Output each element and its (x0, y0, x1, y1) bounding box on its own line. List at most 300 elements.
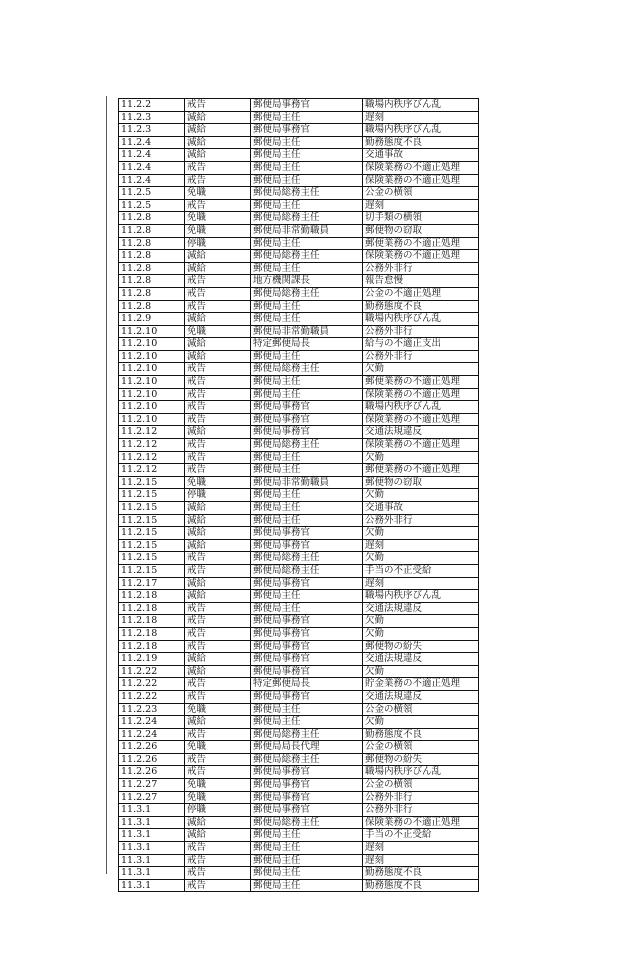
record-date: 11.2.18 (119, 590, 185, 603)
table-row (119, 804, 479, 817)
record-reason: 公金の横領 (363, 187, 479, 200)
table-row (119, 766, 479, 779)
record-penalty: 減給 (185, 338, 251, 351)
record-penalty: 戒告 (185, 867, 251, 880)
table-row (119, 111, 479, 124)
record-penalty: 免職 (185, 187, 251, 200)
record-position: 郵便局主任 (251, 388, 363, 401)
record-reason: 欠勤 (363, 363, 479, 376)
table-row (119, 350, 479, 363)
record-penalty: 減給 (185, 149, 251, 162)
record-date: 11.2.3 (119, 124, 185, 137)
record-date: 11.2.19 (119, 653, 185, 666)
record-position: 郵便局事務官 (251, 779, 363, 792)
table-row (119, 224, 479, 237)
record-reason: 遅刻 (363, 854, 479, 867)
table-row (119, 690, 479, 703)
table-row (119, 728, 479, 741)
record-date: 11.2.15 (119, 476, 185, 489)
record-penalty: 戒告 (185, 564, 251, 577)
record-date: 11.2.23 (119, 703, 185, 716)
table-row (119, 262, 479, 275)
record-penalty: 戒告 (185, 363, 251, 376)
table-row (119, 413, 479, 426)
record-penalty: 戒告 (185, 678, 251, 691)
record-reason: 欠勤 (363, 627, 479, 640)
record-penalty: 免職 (185, 212, 251, 225)
record-position: 郵便局事務官 (251, 804, 363, 817)
record-penalty: 減給 (185, 527, 251, 540)
table-row (119, 99, 479, 112)
table-row (119, 552, 479, 565)
record-reason: 交通法規違反 (363, 602, 479, 615)
record-position: 郵便局主任 (251, 602, 363, 615)
record-position: 郵便局非常勤職員 (251, 325, 363, 338)
record-reason: 郵便業務の不適正処理 (363, 376, 479, 389)
record-reason: 郵便業務の不適正処理 (363, 464, 479, 477)
table-row (119, 716, 479, 729)
record-penalty: 減給 (185, 665, 251, 678)
record-date: 11.2.12 (119, 464, 185, 477)
table-row (119, 426, 479, 439)
record-penalty: 戒告 (185, 854, 251, 867)
record-penalty: 戒告 (185, 275, 251, 288)
record-position: 郵便局主任 (251, 262, 363, 275)
record-date: 11.2.2 (119, 99, 185, 112)
record-date: 11.3.1 (119, 867, 185, 880)
record-reason: 職場内秩序びん乱 (363, 313, 479, 326)
record-position: 郵便局主任 (251, 300, 363, 313)
record-reason: 職場内秩序びん乱 (363, 766, 479, 779)
record-date: 11.2.8 (119, 275, 185, 288)
table-row (119, 527, 479, 540)
record-date: 11.3.1 (119, 816, 185, 829)
record-position: 郵便局事務官 (251, 615, 363, 628)
record-penalty: 減給 (185, 539, 251, 552)
record-penalty: 減給 (185, 514, 251, 527)
record-penalty: 減給 (185, 653, 251, 666)
table-row (119, 363, 479, 376)
record-reason: 郵便物の窃取 (363, 476, 479, 489)
record-position: 郵便局主任 (251, 703, 363, 716)
record-reason: 保険業務の不適正処理 (363, 413, 479, 426)
record-position: 郵便局事務官 (251, 124, 363, 137)
record-reason: 保険業務の不適正処理 (363, 388, 479, 401)
record-penalty: 戒告 (185, 627, 251, 640)
record-position: 郵便局主任 (251, 237, 363, 250)
record-date: 11.2.26 (119, 741, 185, 754)
record-date: 11.2.4 (119, 174, 185, 187)
record-position: 郵便局事務官 (251, 401, 363, 414)
record-reason: 郵便業務の不適正処理 (363, 237, 479, 250)
table-row (119, 854, 479, 867)
record-penalty: 戒告 (185, 376, 251, 389)
record-penalty: 免職 (185, 703, 251, 716)
record-penalty: 停職 (185, 489, 251, 502)
record-position: 郵便局事務官 (251, 99, 363, 112)
table-row (119, 703, 479, 716)
record-penalty: 停職 (185, 237, 251, 250)
record-penalty: 戒告 (185, 287, 251, 300)
record-penalty: 戒告 (185, 602, 251, 615)
record-reason: 職場内秩序びん乱 (363, 401, 479, 414)
record-position: 郵便局主任 (251, 464, 363, 477)
record-reason: 遅刻 (363, 199, 479, 212)
record-position: 郵便局事務官 (251, 766, 363, 779)
record-position: 郵便局主任 (251, 451, 363, 464)
table-row (119, 451, 479, 464)
record-penalty: 減給 (185, 829, 251, 842)
record-penalty: 戒告 (185, 439, 251, 452)
record-date: 11.2.5 (119, 187, 185, 200)
record-position: 特定郵便局長 (251, 338, 363, 351)
record-reason: 手当の不正受給 (363, 564, 479, 577)
record-penalty: 減給 (185, 262, 251, 275)
record-position: 郵便局総務主任 (251, 187, 363, 200)
record-date: 11.2.10 (119, 363, 185, 376)
record-date: 11.2.4 (119, 161, 185, 174)
record-date: 11.2.15 (119, 489, 185, 502)
record-date: 11.2.10 (119, 401, 185, 414)
record-penalty: 戒告 (185, 753, 251, 766)
left-margin-line (106, 96, 107, 874)
record-position: 郵便局主任 (251, 879, 363, 892)
record-penalty: 戒告 (185, 615, 251, 628)
table-row (119, 464, 479, 477)
record-position: 郵便局局長代理 (251, 741, 363, 754)
record-position: 郵便局主任 (251, 867, 363, 880)
record-position: 郵便局主任 (251, 489, 363, 502)
record-reason: 保険業務の不適正処理 (363, 174, 479, 187)
record-reason: 保険業務の不適正処理 (363, 250, 479, 263)
table-row (119, 161, 479, 174)
record-date: 11.2.8 (119, 212, 185, 225)
record-penalty: 免職 (185, 791, 251, 804)
record-reason: 交通事故 (363, 502, 479, 515)
record-date: 11.2.12 (119, 439, 185, 452)
record-position: 郵便局主任 (251, 313, 363, 326)
table-row (119, 514, 479, 527)
record-reason: 公務外非行 (363, 514, 479, 527)
record-position: 郵便局主任 (251, 502, 363, 515)
record-reason: 欠勤 (363, 489, 479, 502)
record-date: 11.2.4 (119, 149, 185, 162)
record-penalty: 免職 (185, 325, 251, 338)
table-row (119, 829, 479, 842)
table-row (119, 338, 479, 351)
record-reason: 手当の不正受給 (363, 829, 479, 842)
record-penalty: 戒告 (185, 451, 251, 464)
record-position: 郵便局主任 (251, 174, 363, 187)
record-penalty: 戒告 (185, 640, 251, 653)
record-penalty: 減給 (185, 111, 251, 124)
record-penalty: 戒告 (185, 766, 251, 779)
table-row (119, 388, 479, 401)
table-row (119, 741, 479, 754)
record-penalty: 戒告 (185, 842, 251, 855)
record-date: 11.2.8 (119, 287, 185, 300)
record-penalty: 戒告 (185, 413, 251, 426)
record-reason: 郵便物の窃取 (363, 224, 479, 237)
table-row (119, 640, 479, 653)
record-position: 特定郵便局長 (251, 678, 363, 691)
record-date: 11.3.1 (119, 804, 185, 817)
table-row (119, 678, 479, 691)
table-row (119, 376, 479, 389)
record-date: 11.2.15 (119, 527, 185, 540)
record-reason: 給与の不適正支出 (363, 338, 479, 351)
record-penalty: 停職 (185, 804, 251, 817)
table-row (119, 149, 479, 162)
table-row (119, 539, 479, 552)
record-position: 郵便局主任 (251, 854, 363, 867)
table-row (119, 136, 479, 149)
record-position: 地方機関課長 (251, 275, 363, 288)
disciplinary-records-table (118, 98, 479, 892)
table-row (119, 325, 479, 338)
record-reason: 交通法規違反 (363, 653, 479, 666)
table-row (119, 187, 479, 200)
table-row (119, 237, 479, 250)
record-reason: 遅刻 (363, 577, 479, 590)
table-row (119, 287, 479, 300)
table-row (119, 476, 479, 489)
record-position: 郵便局事務官 (251, 791, 363, 804)
record-reason: 勤務態度不良 (363, 879, 479, 892)
record-position: 郵便局事務官 (251, 665, 363, 678)
record-penalty: 減給 (185, 426, 251, 439)
record-reason: 公務外非行 (363, 350, 479, 363)
table-row (119, 275, 479, 288)
table-row (119, 124, 479, 137)
record-date: 11.2.18 (119, 627, 185, 640)
table-row (119, 564, 479, 577)
record-date: 11.3.1 (119, 842, 185, 855)
record-reason: 報告怠慢 (363, 275, 479, 288)
record-position: 郵便局総務主任 (251, 728, 363, 741)
record-position: 郵便局主任 (251, 716, 363, 729)
table-row (119, 791, 479, 804)
record-date: 11.2.8 (119, 300, 185, 313)
table-row (119, 401, 479, 414)
record-penalty: 免職 (185, 224, 251, 237)
record-reason: 欠勤 (363, 451, 479, 464)
table-row (119, 174, 479, 187)
record-penalty: 減給 (185, 816, 251, 829)
record-penalty: 戒告 (185, 174, 251, 187)
record-penalty: 戒告 (185, 552, 251, 565)
record-penalty: 免職 (185, 779, 251, 792)
record-reason: 欠勤 (363, 665, 479, 678)
record-reason: 遅刻 (363, 539, 479, 552)
record-penalty: 減給 (185, 313, 251, 326)
table-row (119, 300, 479, 313)
record-date: 11.2.27 (119, 791, 185, 804)
record-penalty: 減給 (185, 590, 251, 603)
record-reason: 公金の横領 (363, 703, 479, 716)
record-position: 郵便局主任 (251, 350, 363, 363)
record-position: 郵便局主任 (251, 590, 363, 603)
record-date: 11.2.15 (119, 552, 185, 565)
record-position: 郵便局事務官 (251, 539, 363, 552)
table-row (119, 313, 479, 326)
record-penalty: 戒告 (185, 388, 251, 401)
record-date: 11.2.15 (119, 564, 185, 577)
record-reason: 公務外非行 (363, 804, 479, 817)
record-position: 郵便局総務主任 (251, 552, 363, 565)
record-reason: 保険業務の不適正処理 (363, 816, 479, 829)
record-date: 11.2.18 (119, 640, 185, 653)
record-penalty: 戒告 (185, 300, 251, 313)
record-reason: 職場内秩序びん乱 (363, 590, 479, 603)
record-reason: 公金の横領 (363, 779, 479, 792)
record-date: 11.2.10 (119, 376, 185, 389)
record-reason: 郵便物の紛失 (363, 753, 479, 766)
table-row (119, 212, 479, 225)
record-position: 郵便局総務主任 (251, 816, 363, 829)
record-position: 郵便局非常勤職員 (251, 224, 363, 237)
record-date: 11.3.1 (119, 829, 185, 842)
record-reason: 職場内秩序びん乱 (363, 124, 479, 137)
record-date: 11.2.15 (119, 502, 185, 515)
record-reason: 保険業務の不適正処理 (363, 161, 479, 174)
record-position: 郵便局事務官 (251, 413, 363, 426)
record-position: 郵便局事務官 (251, 627, 363, 640)
record-penalty: 戒告 (185, 199, 251, 212)
table-row (119, 489, 479, 502)
table-row (119, 665, 479, 678)
record-position: 郵便局事務官 (251, 690, 363, 703)
record-date: 11.2.17 (119, 577, 185, 590)
record-date: 11.2.18 (119, 615, 185, 628)
record-position: 郵便局主任 (251, 842, 363, 855)
record-penalty: 免職 (185, 476, 251, 489)
record-reason: 遅刻 (363, 111, 479, 124)
table-row (119, 577, 479, 590)
table-row (119, 615, 479, 628)
record-date: 11.2.22 (119, 678, 185, 691)
record-date: 11.2.10 (119, 388, 185, 401)
table-row (119, 753, 479, 766)
record-position: 郵便局総務主任 (251, 564, 363, 577)
record-reason: 交通事故 (363, 149, 479, 162)
record-position: 郵便局事務官 (251, 640, 363, 653)
record-date: 11.2.27 (119, 779, 185, 792)
record-date: 11.2.22 (119, 690, 185, 703)
record-reason: 公金の横領 (363, 741, 479, 754)
record-date: 11.2.8 (119, 250, 185, 263)
record-reason: 勤務態度不良 (363, 136, 479, 149)
record-position: 郵便局主任 (251, 199, 363, 212)
record-penalty: 減給 (185, 350, 251, 363)
record-position: 郵便局非常勤職員 (251, 476, 363, 489)
record-position: 郵便局総務主任 (251, 212, 363, 225)
record-reason: 公務外非行 (363, 325, 479, 338)
record-position: 郵便局総務主任 (251, 753, 363, 766)
record-date: 11.2.10 (119, 413, 185, 426)
record-penalty: 戒告 (185, 161, 251, 174)
record-penalty: 減給 (185, 502, 251, 515)
record-reason: 交通法規違反 (363, 426, 479, 439)
record-penalty: 減給 (185, 124, 251, 137)
record-date: 11.2.26 (119, 753, 185, 766)
table-row (119, 199, 479, 212)
record-date: 11.2.24 (119, 728, 185, 741)
table-row (119, 779, 479, 792)
record-penalty: 免職 (185, 741, 251, 754)
record-position: 郵便局事務官 (251, 527, 363, 540)
record-reason: 公務外非行 (363, 262, 479, 275)
record-date: 11.2.22 (119, 665, 185, 678)
record-date: 11.3.1 (119, 854, 185, 867)
record-penalty: 戒告 (185, 879, 251, 892)
record-penalty: 戒告 (185, 401, 251, 414)
record-date: 11.2.9 (119, 313, 185, 326)
record-penalty: 戒告 (185, 728, 251, 741)
record-position: 郵便局主任 (251, 136, 363, 149)
record-date: 11.2.10 (119, 325, 185, 338)
record-reason: 貯金業務の不適正処理 (363, 678, 479, 691)
table-row (119, 816, 479, 829)
table-row (119, 627, 479, 640)
record-position: 郵便局事務官 (251, 426, 363, 439)
record-date: 11.2.4 (119, 136, 185, 149)
record-penalty: 減給 (185, 716, 251, 729)
record-reason: 欠勤 (363, 552, 479, 565)
record-date: 11.2.10 (119, 338, 185, 351)
table-row (119, 879, 479, 892)
record-date: 11.2.8 (119, 237, 185, 250)
table-row (119, 602, 479, 615)
record-reason: 遅刻 (363, 842, 479, 855)
record-position: 郵便局総務主任 (251, 287, 363, 300)
record-position: 郵便局主任 (251, 161, 363, 174)
record-position: 郵便局主任 (251, 514, 363, 527)
record-reason: 職場内秩序びん乱 (363, 99, 479, 112)
record-reason: 交通法規違反 (363, 690, 479, 703)
record-position: 郵便局事務官 (251, 653, 363, 666)
record-date: 11.2.15 (119, 539, 185, 552)
record-date: 11.2.8 (119, 224, 185, 237)
record-reason: 勤務態度不良 (363, 728, 479, 741)
record-position: 郵便局主任 (251, 111, 363, 124)
record-reason: 保険業務の不適正処理 (363, 439, 479, 452)
record-date: 11.2.5 (119, 199, 185, 212)
record-reason: 勤務態度不良 (363, 867, 479, 880)
record-reason: 欠勤 (363, 615, 479, 628)
record-position: 郵便局総務主任 (251, 439, 363, 452)
table-row (119, 867, 479, 880)
record-reason: 郵便物の紛失 (363, 640, 479, 653)
record-position: 郵便局事務官 (251, 577, 363, 590)
record-date: 11.2.10 (119, 350, 185, 363)
record-date: 11.2.12 (119, 451, 185, 464)
record-penalty: 戒告 (185, 464, 251, 477)
record-date: 11.2.15 (119, 514, 185, 527)
record-reason: 欠勤 (363, 527, 479, 540)
table-row (119, 653, 479, 666)
record-date: 11.2.12 (119, 426, 185, 439)
record-date: 11.2.8 (119, 262, 185, 275)
table-row (119, 439, 479, 452)
record-penalty: 減給 (185, 577, 251, 590)
table-row (119, 502, 479, 515)
record-position: 郵便局総務主任 (251, 250, 363, 263)
table-row (119, 250, 479, 263)
record-position: 郵便局主任 (251, 376, 363, 389)
record-reason: 切手類の横領 (363, 212, 479, 225)
record-date: 11.2.24 (119, 716, 185, 729)
